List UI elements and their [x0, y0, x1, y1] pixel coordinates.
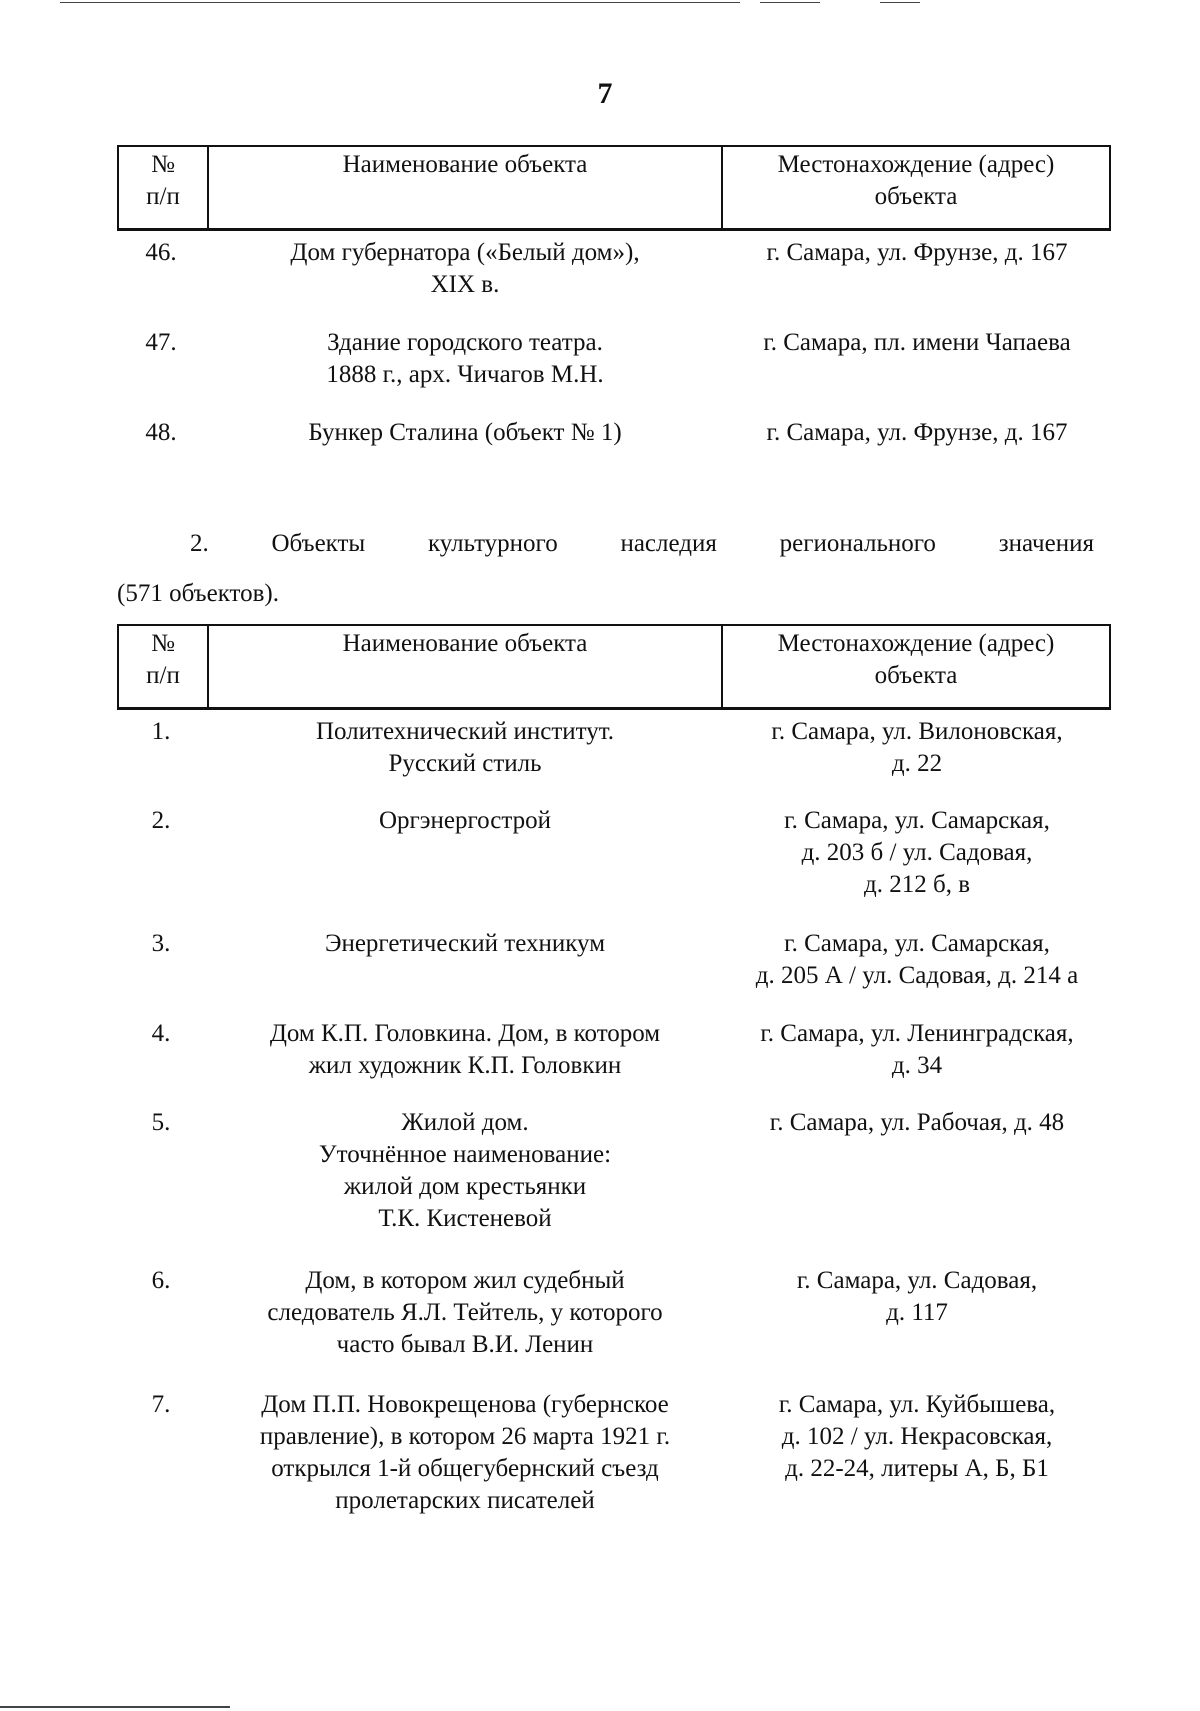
row-num: 7. — [151, 1391, 171, 1418]
table-row — [117, 417, 1111, 457]
row-name: Политехнический институт. Русский стиль — [315, 718, 615, 777]
table-regional-header — [117, 624, 1111, 710]
row-address: г. Самара, ул. Самарская, д. 203 б / ул. Садовая, д. 212 б, в — [784, 807, 1050, 898]
header-num: № п/п — [146, 151, 180, 210]
section-word: значения — [998, 530, 1094, 557]
row-num: 1. — [151, 718, 171, 745]
table-row — [117, 716, 1111, 805]
table-row — [117, 805, 1111, 928]
scan-edge-top-2 — [760, 2, 820, 3]
page-number: 7 — [597, 77, 613, 110]
section-word: регионального — [779, 530, 936, 557]
table-row — [117, 327, 1111, 417]
row-num: 6. — [151, 1267, 171, 1294]
scan-edge-top-3 — [880, 2, 920, 3]
row-name: Бункер Сталина (объект № 1) — [308, 419, 622, 446]
header-address: Местонахождение (адрес) объекта — [721, 626, 1109, 708]
table-row — [117, 1018, 1111, 1107]
table-row — [117, 1265, 1111, 1389]
table-row — [117, 1107, 1111, 1265]
row-address: г. Самара, ул. Фрунзе, д. 167 — [766, 419, 1068, 446]
row-name: Дом П.П. Новокрещенова (губернское правление), в котором 26 марта 1921 г. открылся 1-й общегубернский съезд пролетарских писателей — [259, 1391, 671, 1514]
row-address: г. Самара, ул. Садовая, д. 117 — [796, 1267, 1038, 1326]
header-name: Наименование объекта — [207, 626, 721, 708]
header-address: Местонахождение (адрес) объекта — [721, 147, 1109, 229]
table-row — [117, 1389, 1111, 1519]
section-word: культурного — [427, 530, 558, 557]
row-address: г. Самара, ул. Ленинградская, д. 34 — [760, 1020, 1074, 1079]
row-num: 4. — [151, 1020, 171, 1047]
row-address: г. Самара, ул. Рабочая, д. 48 — [769, 1109, 1065, 1136]
row-num: 3. — [151, 930, 171, 957]
row-name: Дом К.П. Головкина. Дом, в котором жил художник К.П. Головкин — [269, 1020, 661, 1079]
header-name: Наименование объекта — [207, 147, 721, 229]
scan-edge-bottom — [0, 1706, 230, 1708]
row-address: г. Самара, ул. Вилоновская, д. 22 — [771, 718, 1063, 777]
table-top — [117, 145, 1111, 457]
row-name: Оргэнергострой — [379, 807, 551, 834]
row-address: г. Самара, пл. имени Чапаева — [763, 329, 1071, 356]
section-number: 2. — [190, 530, 209, 557]
table-regional — [117, 624, 1111, 1519]
row-num: 47. — [145, 329, 177, 356]
row-address: г. Самара, ул. Самарская, д. 205 А / ул. Садовая, д. 214 а — [755, 930, 1079, 989]
row-name: Жилой дом. Уточнённое наименование: жилой дом крестьянки Т.К. Кистеневой — [318, 1109, 612, 1232]
row-num: 46. — [145, 239, 177, 266]
row-num: 2. — [151, 807, 171, 834]
section-heading — [117, 528, 1094, 560]
table-row — [117, 928, 1111, 1018]
scan-edge-top — [60, 2, 740, 3]
table-top-header — [117, 145, 1111, 231]
row-name: Дом губернатора («Белый дом»), XIX в. — [290, 239, 640, 298]
section-heading-continuation: (571 объектов). — [117, 580, 279, 607]
header-num: № п/п — [146, 630, 180, 689]
row-name: Здание городского театра. 1888 г., арх. Чичагов М.Н. — [326, 329, 604, 388]
row-address: г. Самара, ул. Фрунзе, д. 167 — [766, 239, 1068, 266]
section-word: наследия — [620, 530, 717, 557]
row-num: 48. — [145, 419, 177, 446]
row-name: Энергетический техникум — [324, 930, 606, 957]
row-num: 5. — [151, 1109, 171, 1136]
row-address: г. Самара, ул. Куйбышева, д. 102 / ул. Некрасовская, д. 22-24, литеры А, Б, Б1 — [778, 1391, 1056, 1482]
section-word: Объекты — [271, 530, 366, 557]
table-row — [117, 237, 1111, 327]
row-name: Дом, в котором жил судебный следователь Я.Л. Тейтель, у которого часто бывал В.И. Ленин — [267, 1267, 663, 1358]
